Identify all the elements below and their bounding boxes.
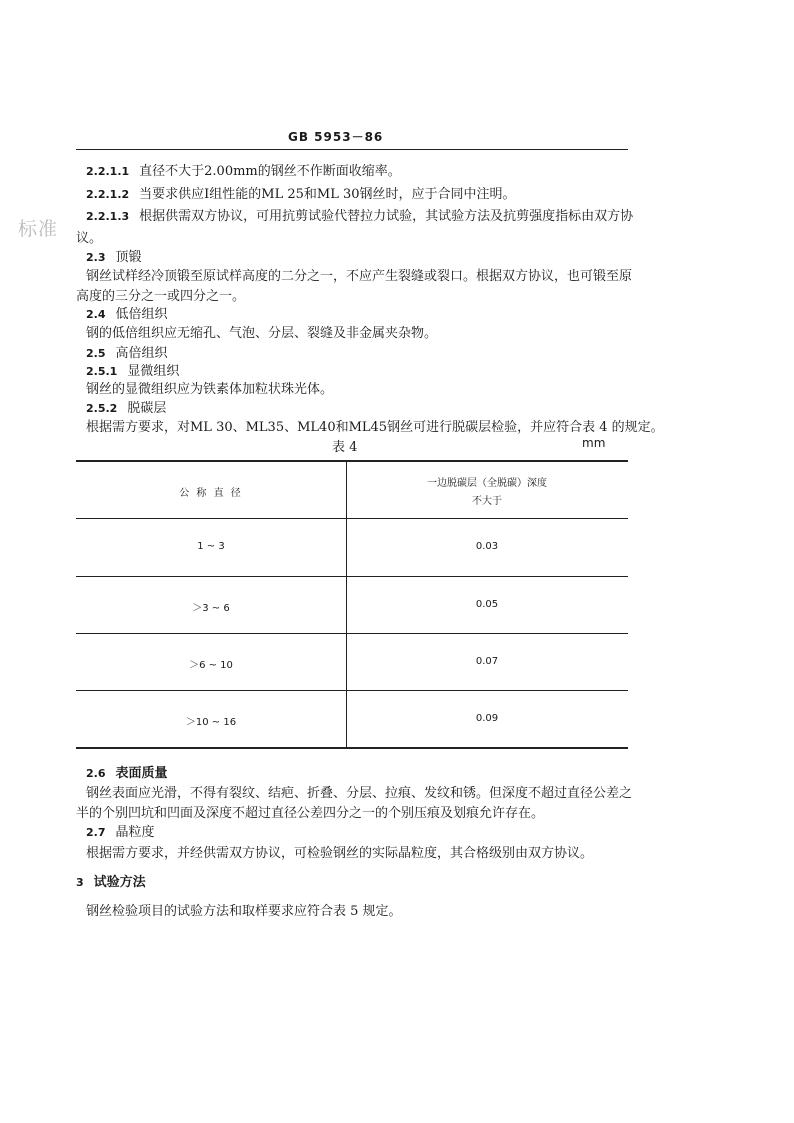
section-number: 2.7 [86,826,106,839]
section-2-6-heading [86,766,168,782]
section-2-6-para-2: 半的个别凹坑和凹面及深度不超过直径公差四分之一的个别压痕及划痕允许存在。 [76,806,545,821]
section-3-heading [76,875,146,891]
table-header-diameter: 公 称 直 径 [179,488,243,499]
table-cell-diameter: ＞10 ~ 16 [185,717,237,728]
section-title: 顶锻 [115,250,142,265]
clause-text: 直径不大于2.00mm的钢丝不作断面收缩率。 [139,164,401,179]
table-cell-depth: 0.03 [475,541,499,552]
section-title: 低倍组织 [115,307,168,322]
header-rule [76,149,628,150]
section-number: 2.4 [86,308,106,321]
table-cell-diameter: 1 ~ 3 [197,541,225,552]
section-2-5-2-para-1: 根据需方要求，对ML 30、ML35、ML40和ML45钢丝可进行脱碳层检验，并应符合表 4 的规定。 [86,420,664,435]
clause-2-2-1-3-cont: 议。 [76,231,103,246]
section-2-3-para-1: 钢丝试样经冷顶锻至原试样高度的二分之一，不应产生裂缝或裂口。根据双方协议，也可锻至原 [86,269,633,284]
section-2-4-para-1: 钢的低倍组织应无缩孔、气泡、分层、裂缝及非金属夹杂物。 [86,326,438,341]
clause-text: 当要求供应Ⅰ组性能的ML 25和ML 30钢丝时，应于合同中注明。 [139,187,516,202]
clause-2-2-1-2 [86,187,516,203]
section-number: 2.6 [86,767,106,780]
table-cell-diameter: ＞3 ~ 6 [192,603,230,614]
table-unit: mm [582,436,606,450]
table-top-rule [76,460,628,462]
table-cell-depth: 0.07 [475,656,499,667]
section-number: 3 [76,876,84,889]
table-cell-depth: 0.05 [475,599,499,610]
section-number: 2.5.1 [86,365,118,378]
clause-number: 2.2.1.3 [86,210,130,223]
section-number: 2.5.2 [86,402,118,415]
table-row-rule [76,633,628,634]
table-row-rule [76,690,628,691]
watermark-text: 标准 [18,218,59,240]
section-3-para-1: 钢丝检验项目的试验方法和取样要求应符合表 5 规定。 [86,904,402,919]
section-title: 脱碳层 [127,401,167,416]
section-number: 2.5 [86,347,106,360]
table-caption: 表 4 [332,440,358,455]
section-2-3-heading [86,250,142,266]
section-title: 高倍组织 [115,346,168,361]
clause-2-2-1-1 [86,164,401,180]
clause-number: 2.2.1.1 [86,165,130,178]
section-2-4-heading [86,307,168,323]
table-row-rule [76,576,628,577]
table-cell-diameter: ＞6 ~ 10 [189,660,233,671]
section-2-3-para-2: 高度的三分之一或四分之一。 [76,289,246,304]
table-header-depth-note: 不大于 [472,496,502,507]
standard-code: GB 5953－86 [288,130,384,144]
section-title: 显微组织 [127,364,180,379]
clause-number: 2.2.1.2 [86,188,130,201]
clause-text: 根据供需双方协议，可用抗剪试验代替拉力试验，其试验方法及抗剪强度指标由双方协 [139,209,634,224]
section-2-5-1-heading [86,364,179,380]
section-2-5-2-heading [86,401,166,417]
section-2-5-1-para-1: 钢丝的显微组织应为铁素体加粒状珠光体。 [86,382,334,397]
section-title: 表面质量 [115,766,168,781]
section-number: 2.3 [86,251,106,264]
section-title: 试验方法 [93,875,146,890]
section-title: 晶粒度 [115,825,155,840]
section-2-5-heading [86,346,168,362]
table-header-rule [76,518,628,519]
clause-2-2-1-3 [86,209,633,225]
section-2-7-para-1: 根据需方要求，并经供需双方协议，可检验钢丝的实际晶粒度，其合格级别由双方协议。 [86,846,594,861]
table-header-depth: 一边脱碳层（全脱碳）深度 [427,478,547,489]
section-2-6-para-1: 钢丝表面应光滑，不得有裂纹、结疤、折叠、分层、拉痕、发纹和锈。但深度不超过直径公差之 [86,786,633,801]
table-bottom-rule [76,747,628,749]
section-2-7-heading [86,825,155,841]
table-cell-depth: 0.09 [475,713,499,724]
